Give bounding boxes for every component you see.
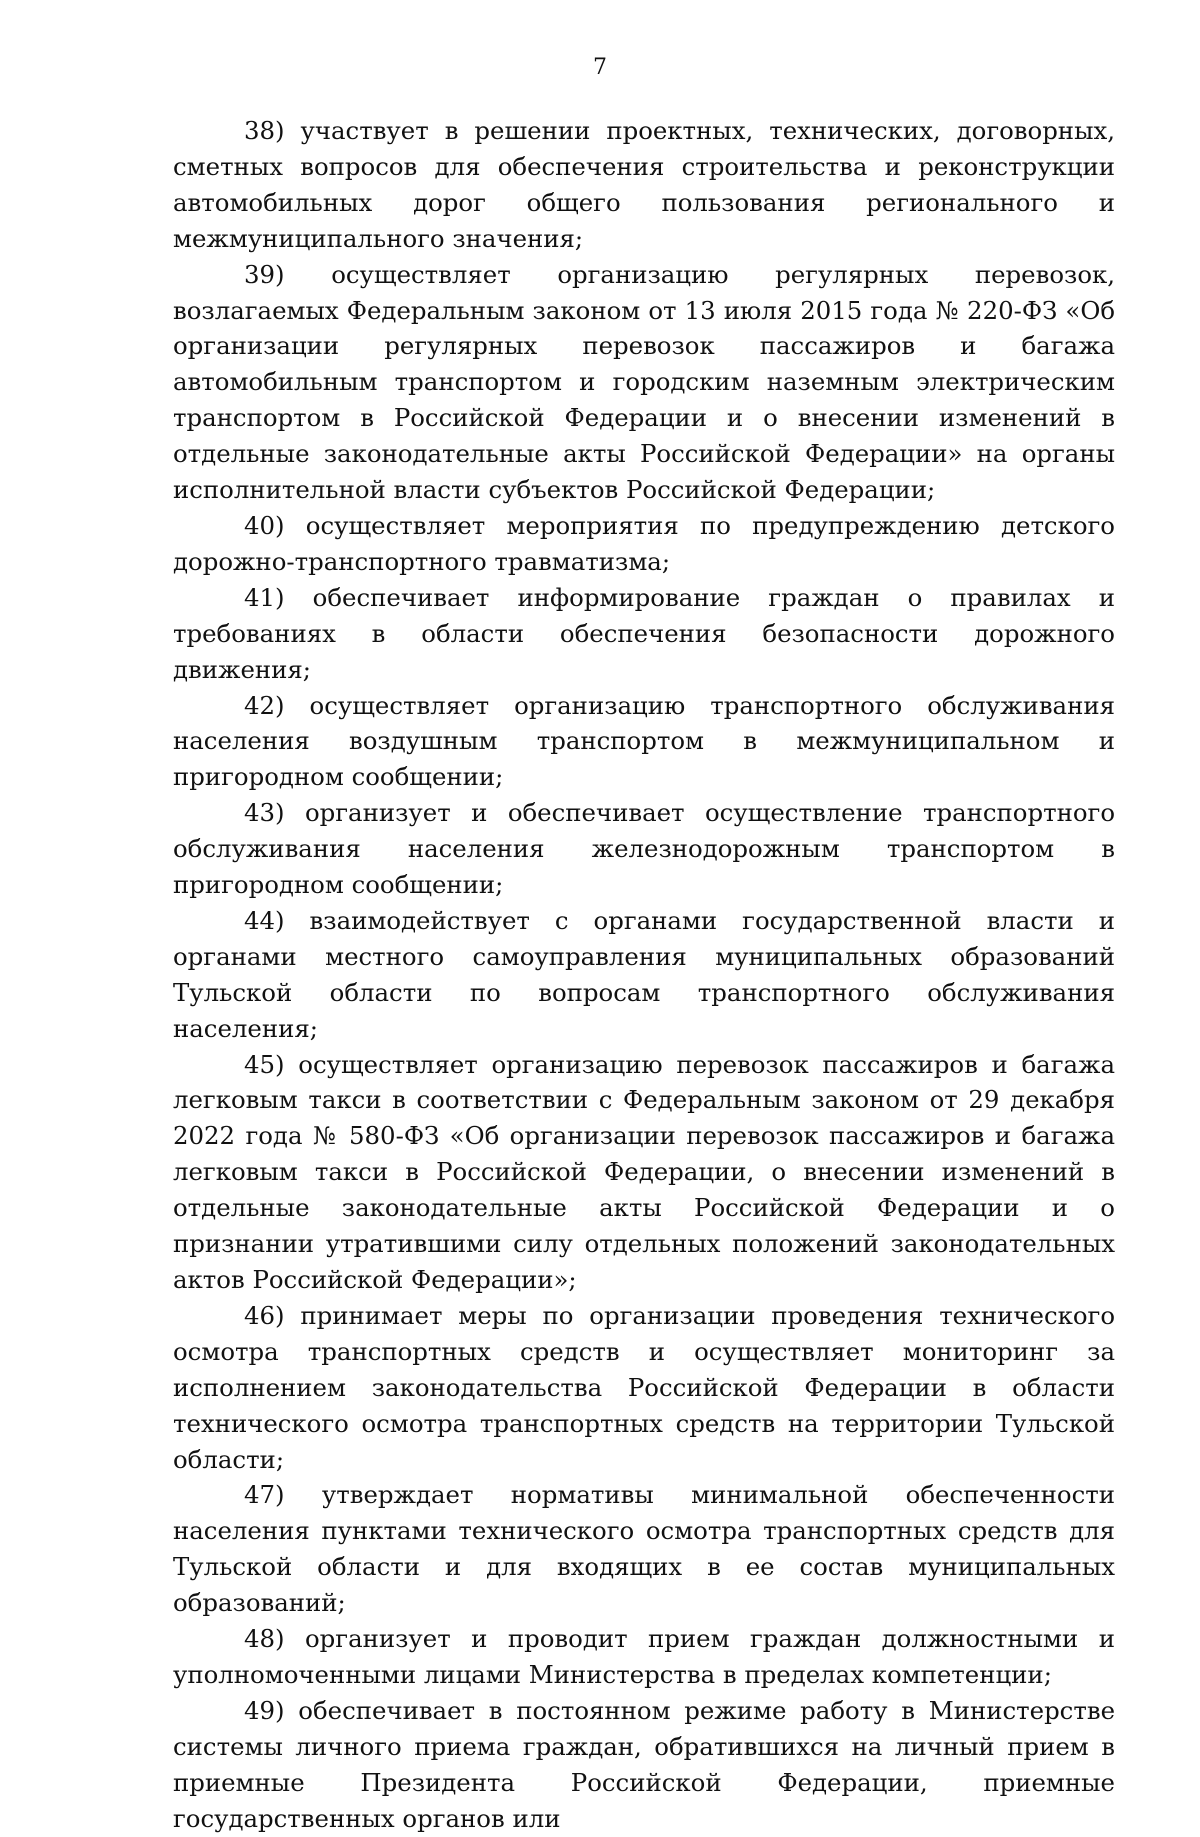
paragraph-48: 48) организует и проводит прием граждан должностными и уполномоченными лицами Министерства в пределах компетенции;: [173, 1624, 1115, 1689]
paragraph-42: 42) осуществляет организацию транспортного обслуживания населения воздушным транспортом в межмуниципальном и пригородном сообщении;: [173, 690, 1115, 792]
page-number: 7: [593, 55, 607, 80]
paragraph-44: 44) взаимодействует с органами государственной власти и органами местного самоуправления муниципальных образований Тульской области по вопросам транспортного обслуживания населения;: [173, 905, 1115, 1043]
paragraph-39: 39) осуществляет организацию регулярных перевозок, возлагаемых Федеральным законом от 13 июля 2015 года № 220-ФЗ «Об организации регулярных перевозок пассажиров и багажа автомобильным транспортом и городским наземным электрическим транспортом в Российской Федерации и о внесении изменений в отдельные законодательные акты Российской Федерации» на органы исполнительной власти субъектов Российской Федерации;: [173, 259, 1115, 505]
paragraph-40: 40) осуществляет мероприятия по предупреждению детского дорожно-транспортного травматизма;: [173, 510, 1115, 576]
paragraph-45: 45) осуществляет организацию перевозок пассажиров и багажа легковым такси в соответствии с Федеральным законом от 29 декабря 2022 года № 580-ФЗ «Об организации перевозок пассажиров и багажа легковым такси в Российской Федерации, о внесении изменений в отдельные законодательные акты Российской Федерации и о признании утратившими силу отдельных положений законодательных актов Российской Федерации»;: [173, 1049, 1115, 1294]
paragraph-41: 41) обеспечивает информирование граждан о правилах и требованиях в области обеспечения безопасности дорожного движения;: [173, 582, 1115, 684]
paragraph-49: 49) обеспечивает в постоянном режиме работу в Министерстве системы личного приема граждан, обратившихся на личный прием в приемные Президента Российской Федерации, приемные государственных органов или: [173, 1695, 1115, 1833]
paragraph-38: 38) участвует в решении проектных, технических, договорных, сметных вопросов для обеспечения строительства и реконструкции автомобильных дорог общего пользования регионального и межмуниципального значения;: [173, 116, 1115, 253]
paragraph-47: 47) утверждает нормативы минимальной обеспеченности населения пунктами технического осмотра транспортных средств для Тульской области и для входящих в ее состав муниципальных образований;: [173, 1480, 1115, 1618]
document-body: [173, 113, 1115, 1837]
paragraph-43: 43) организует и обеспечивает осуществление транспортного обслуживания населения железнодорожным транспортом в пригородном сообщении;: [173, 798, 1115, 900]
paragraph-46: 46) принимает меры по организации проведения технического осмотра транспортных средств и осуществляет мониторинг за исполнением законодательства Российской Федерации в области технического осмотра транспортных средств на территории Тульской области;: [173, 1300, 1115, 1474]
